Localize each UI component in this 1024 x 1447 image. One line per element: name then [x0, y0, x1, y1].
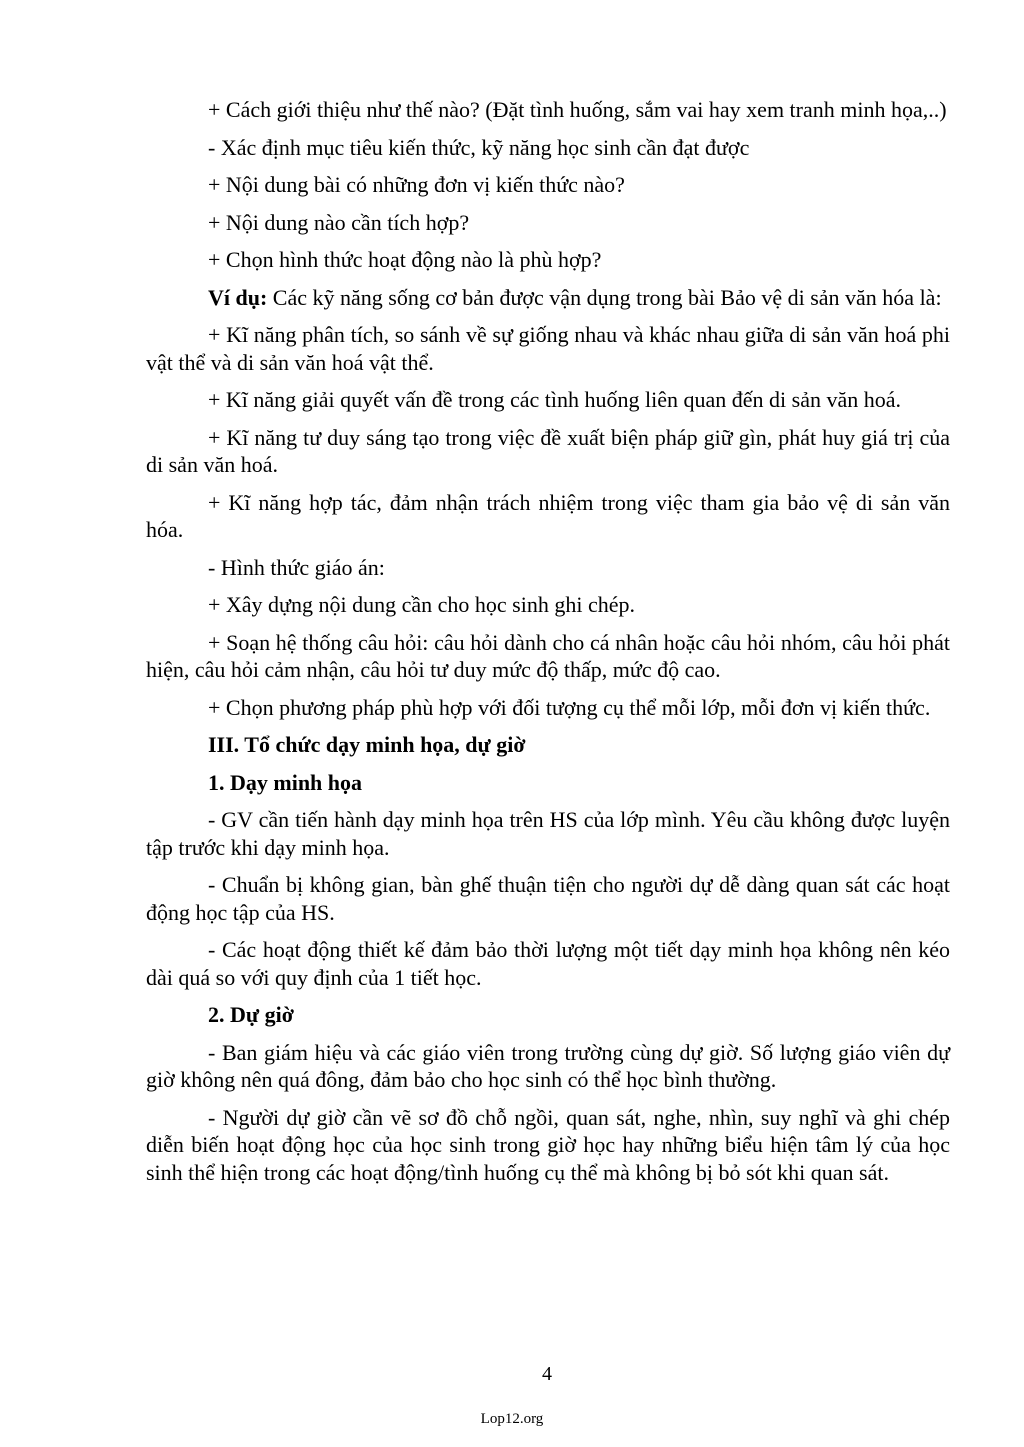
- example-text: Các kỹ năng sống cơ bản được vận dụng trong bài Bảo vệ di sản văn hóa là:: [267, 284, 942, 310]
- paragraph-knowledge-units: + Nội dung bài có những đơn vị kiến thức nào?: [208, 172, 625, 197]
- page-number: 4: [542, 1363, 552, 1385]
- paragraph-lesson-plan-form: - Hình thức giáo án:: [208, 554, 385, 580]
- section-heading-iii: III. Tổ chức dạy minh họa, dự giờ: [208, 732, 526, 757]
- subheading-class-observation: 2. Dự giờ: [208, 1002, 294, 1027]
- paragraph-demo-teaching-2: - Chuẩn bị không gian, bàn ghế thuận tiện cho người dự dễ dàng quan sát các hoạt động học tập của HS.: [146, 872, 950, 925]
- example-lead: Ví dụ:: [208, 284, 268, 310]
- paragraph-choose-method: + Chọn phương pháp phù hợp với đối tượng cụ thể mỗi lớp, mỗi đơn vị kiến thức.: [208, 694, 931, 720]
- paragraph-skill-creative-thinking: + Kĩ năng tư duy sáng tạo trong việc đề xuất biện pháp giữ gìn, phát huy giá trị của di sản văn hoá.: [146, 424, 950, 477]
- paragraph-skill-cooperation: + Kĩ năng hợp tác, đảm nhận trách nhiệm trong việc tham gia bảo vệ di sản văn hóa.: [146, 489, 950, 542]
- subheading-demo-teaching: 1. Dạy minh họa: [208, 769, 363, 795]
- document-body: [146, 96, 950, 1196]
- paragraph-example: [146, 284, 950, 312]
- paragraph-observation-1: - Ban giám hiệu và các giáo viên trong trường cùng dự giờ. Số lượng giáo viên dự giờ không nên quá đông, đảm bảo cho học sinh có thể học bình thường.: [146, 1039, 950, 1092]
- paragraph-skill-problem-solving: + Kĩ năng giải quyết vấn đề trong các tình huống liên quan đến di sản văn hoá.: [208, 387, 902, 412]
- paragraph-activity-form: + Chọn hình thức hoạt động nào là phù hợp?: [208, 247, 602, 272]
- paragraph-demo-teaching-1: - GV cần tiến hành dạy minh họa trên HS của lớp mình. Yêu cầu không được luyện tập trước khi dạy minh họa.: [146, 807, 950, 860]
- paragraph-objectives: - Xác định mục tiêu kiến thức, kỹ năng học sinh cần đạt được: [208, 134, 750, 160]
- paragraph-intro-method: + Cách giới thiệu như thế nào? (Đặt tình huống, sắm vai hay xem tranh minh họa,..): [208, 97, 947, 122]
- paragraph-demo-teaching-3: - Các hoạt động thiết kế đảm bảo thời lượng một tiết dạy minh họa không nên kéo dài quá so với quy định của 1 tiết học.: [146, 937, 950, 990]
- paragraph-skill-analysis: + Kĩ năng phân tích, so sánh về sự giống nhau và khác nhau giữa di sản văn hoá phi vật thể và di sản văn hoá vật thể.: [146, 322, 950, 375]
- paragraph-integration: + Nội dung nào cần tích hợp?: [208, 209, 470, 235]
- paragraph-question-system: + Soạn hệ thống câu hỏi: câu hỏi dành cho cá nhân hoặc câu hỏi nhóm, câu hỏi phát hiện, câu hỏi cảm nhận, câu hỏi tư duy mức độ thấp, mức độ cao.: [146, 629, 950, 682]
- paragraph-notes-content: + Xây dựng nội dung cần cho học sinh ghi chép.: [208, 592, 635, 617]
- paragraph-observation-2: - Người dự giờ cần vẽ sơ đồ chỗ ngồi, quan sát, nghe, nhìn, suy nghĩ và ghi chép diễn biến hoạt động học của học sinh trong giờ học hay những biểu hiện tâm lý của học sinh thể hiện trong các hoạt động/tình huống cụ thể mà không bị bỏ sót khi quan sát.: [146, 1104, 950, 1185]
- footer-site-name: Lop12.org: [480, 1411, 544, 1427]
